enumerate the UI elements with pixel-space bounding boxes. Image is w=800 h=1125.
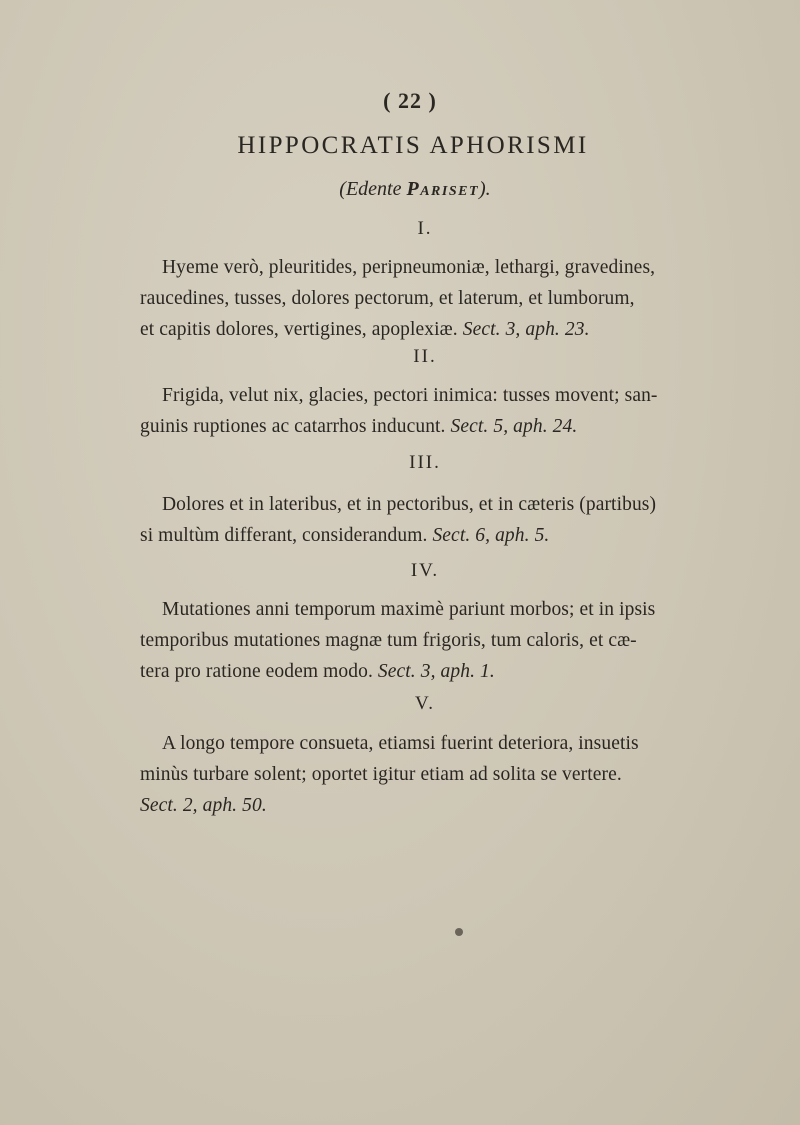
aphorism-line: minùs turbare solent; oportet igitur etiam ad solita se vertere. bbox=[140, 764, 622, 785]
aphorism-numeral: I. bbox=[417, 218, 433, 239]
aphorism-line: A longo tempore consueta, etiamsi fuerint deteriora, insuetis bbox=[162, 733, 639, 754]
page-number: ( 22 ) bbox=[383, 88, 437, 113]
aphorism-text bbox=[140, 380, 740, 442]
aphorism-line: raucedines, tusses, dolores pectorum, et laterum, et lumborum, bbox=[140, 288, 635, 309]
aphorism-text bbox=[140, 594, 740, 687]
aphorism-line: guinis ruptiones ac catarrhos inducunt. Sect. 5, aph. 24. bbox=[140, 416, 578, 437]
aphorism-line: et capitis dolores, vertigines, apoplexiæ. Sect. 3, aph. 23. bbox=[140, 319, 590, 340]
aphorism-line: si multùm differant, considerandum. Sect. 6, aph. 5. bbox=[140, 525, 550, 546]
aphorism-reference: Sect. 3, aph. 23. bbox=[462, 319, 590, 340]
subtitle-editor: Pariset bbox=[406, 178, 480, 200]
aphorism-reference: Sect. 2, aph. 50. bbox=[140, 795, 267, 816]
aphorism-text bbox=[140, 728, 740, 821]
aphorism-line bbox=[140, 790, 740, 821]
ornament-dot bbox=[455, 928, 463, 936]
aphorism-reference: Sect. 3, aph. 1. bbox=[377, 661, 495, 682]
aphorism-numeral: II. bbox=[413, 346, 437, 367]
aphorism-text bbox=[140, 252, 740, 345]
aphorism-line: Dolores et in lateribus, et in pectoribus, et in cæteris (partibus) bbox=[162, 494, 657, 515]
page-title: HIPPOCRATIS APHORISMI bbox=[237, 132, 589, 159]
aphorism-line: Hyeme verò, pleuritides, peripneumoniæ, lethargi, gravedines, bbox=[162, 257, 656, 278]
subtitle-suffix: ). bbox=[479, 178, 491, 200]
aphorism-line: temporibus mutationes magnæ tum frigoris, tum caloris, et cæ- bbox=[140, 630, 637, 651]
aphorism-reference: Sect. 5, aph. 24. bbox=[450, 416, 578, 437]
aphorism-numeral: V. bbox=[414, 693, 436, 714]
subtitle-prefix: (Edente bbox=[339, 178, 407, 200]
aphorism-line: Mutationes anni temporum maximè pariunt morbos; et in ipsis bbox=[162, 599, 656, 620]
aphorism-line: Frigida, velut nix, glacies, pectori inimica: tusses movent; san- bbox=[162, 385, 658, 406]
aphorism-reference: Sect. 6, aph. 5. bbox=[432, 525, 550, 546]
aphorism-text bbox=[140, 489, 740, 551]
aphorism-numeral: III. bbox=[409, 452, 441, 473]
aphorism-line: tera pro ratione eodem modo. Sect. 3, aph. 1. bbox=[140, 661, 495, 682]
page-subtitle bbox=[0, 178, 800, 201]
aphorism-numeral: IV. bbox=[410, 560, 440, 581]
